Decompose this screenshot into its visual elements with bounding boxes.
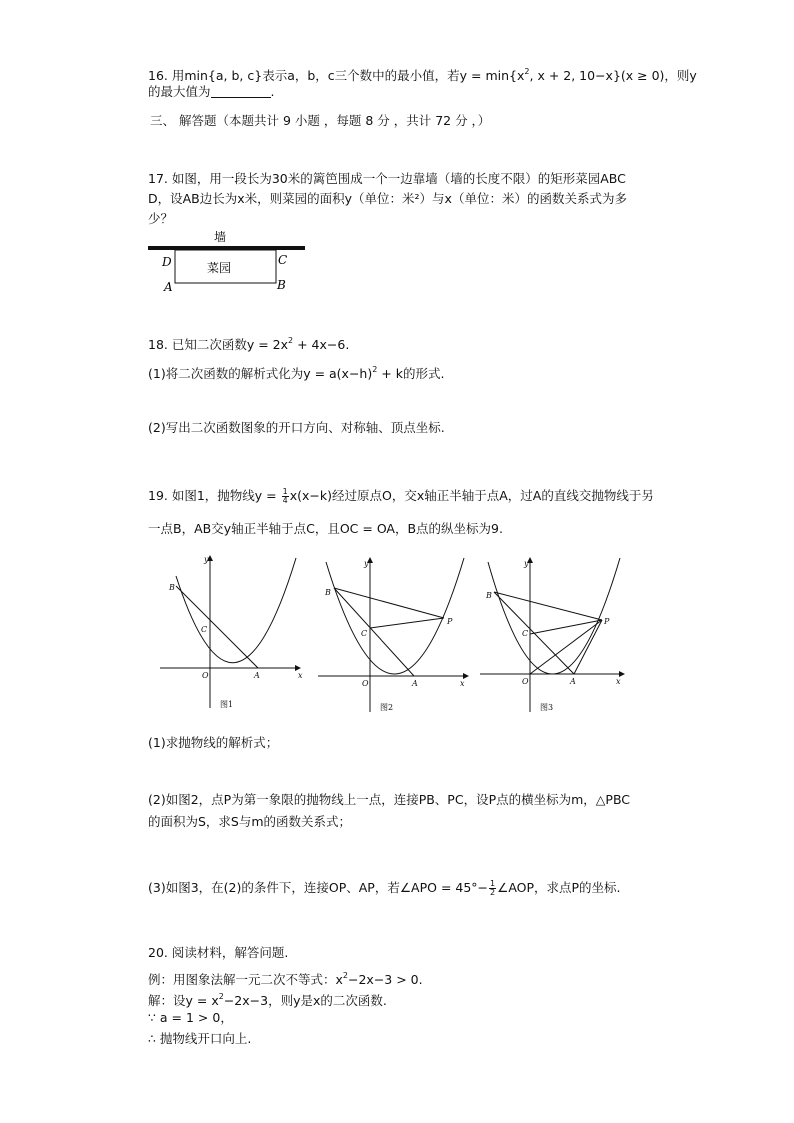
fig3-label-x: x [616, 677, 621, 686]
q19-part2-line1: (2)如图2，点P为第一象限的抛物线上一点，连接PB、PC，设P点的横坐标为m，△PBC [148, 792, 631, 807]
q19-part2-line2: 的面积为S，求S与m的函数关系式； [148, 814, 352, 829]
q20-line4: ∵ a = 1 > 0， [148, 1010, 233, 1025]
fig3-label-A: A [570, 677, 576, 686]
fig3-label-y: y [524, 559, 529, 568]
q20-line3: 解：设$y = x^2-2x-3$，则y是x的二次函数. [148, 992, 387, 1008]
q16-line1: 16. 用min{a, b, c}表示a，b，c三个数中的最小值，若$y = \min\{x^2$, x + 2, 10−x}(x ≥ 0)，则y [148, 67, 697, 83]
q18-line1: 18. 已知二次函数$y = 2x^2 + 4x-6$. [148, 336, 350, 352]
fraction-one-quarter: $\frac{1}{4}$ [282, 487, 288, 505]
figure-2 [318, 558, 468, 712]
fig3-caption: 图3 [540, 703, 554, 712]
fig1-label-x: x [298, 671, 303, 680]
q17-line1: 17. 如图，用一段长为30米的篱笆围成一个一边靠墙（墙的长度不限）的矩形菜园ABC [148, 171, 626, 186]
wall [148, 246, 305, 250]
garden-label: 菜园 [207, 261, 232, 275]
fig2-label-B: B [325, 588, 331, 597]
fig1-label-y: y [204, 555, 209, 564]
q19-part3: (3)如图3，在(2)的条件下，连接OP、AP，若∠APO = 45°− $\frac{1}{2}$ ∠AOP，求点P的坐标. [148, 879, 621, 897]
fig1-caption: 图1 [220, 700, 234, 709]
fig2-caption: 图2 [380, 703, 394, 712]
point-C: C [278, 253, 288, 267]
figure-3 [480, 558, 624, 712]
q18-part1: (1)将二次函数的解析式化为$y = a(x-h)^2 + k$的形式. [148, 365, 445, 381]
q20-line1: 20. 阅读材料，解答问题. [148, 945, 289, 960]
q19-part1: (1)求抛物线的解析式； [148, 735, 279, 750]
q20-line2: 例：用图象法解一元二次不等式：$x^2-2x-3 > 0$. [148, 971, 423, 987]
q16-line2: 的最大值为 . [148, 84, 275, 99]
point-A: A [164, 280, 173, 294]
fig3-label-P: P [604, 617, 610, 626]
point-B: B [277, 278, 286, 292]
q19-line1: 19. 如图1，抛物线y = $\frac{1}{4}$ x(x−k)经过原点O，交x轴正半轴于点A，过A的直线交抛物线于另 [148, 487, 654, 505]
fig2-label-A: A [412, 679, 418, 688]
fig2-label-O: O [362, 679, 369, 688]
q19-figures [150, 548, 640, 716]
fig2-label-y: y [364, 559, 369, 568]
fig2-label-C: C [361, 629, 368, 638]
wall-label: 墙 [214, 230, 227, 244]
fig3-label-B: B [486, 591, 492, 600]
section-heading: 三、 解答题（本题共计 9 小题 ，每题 8 分 ，共计 72 分 ，） [150, 113, 491, 128]
fig1-label-A: A [254, 671, 260, 680]
q17-garden-figure [146, 226, 308, 296]
figure-1 [160, 556, 300, 708]
fig3-label-C: C [522, 629, 529, 638]
q18-part2: (2)写出二次函数图象的开口方向、对称轴、顶点坐标. [148, 420, 445, 435]
fig1-label-B: B [169, 583, 175, 592]
q20-line5: ∴ 抛物线开口向上. [148, 1031, 252, 1046]
fraction-one-half: $\frac{1}{2}$ [490, 879, 496, 897]
fig3-label-O: O [522, 677, 529, 686]
point-D: D [162, 255, 172, 269]
fig1-label-O: O [202, 671, 209, 680]
fig2-label-P: P [447, 617, 453, 626]
fig2-label-x: x [460, 679, 465, 688]
q17-line2: D，设AB边长为x米，则菜园的面积y（单位：米²）与x（单位：米）的函数关系式为多 [148, 191, 627, 206]
answer-blank [211, 86, 271, 98]
fig1-label-C: C [201, 625, 208, 634]
q19-line2: 一点B，AB交y轴正半轴于点C，且OC = OA，B点的纵坐标为9. [148, 521, 503, 536]
q17-line3: 少？ [148, 211, 174, 226]
